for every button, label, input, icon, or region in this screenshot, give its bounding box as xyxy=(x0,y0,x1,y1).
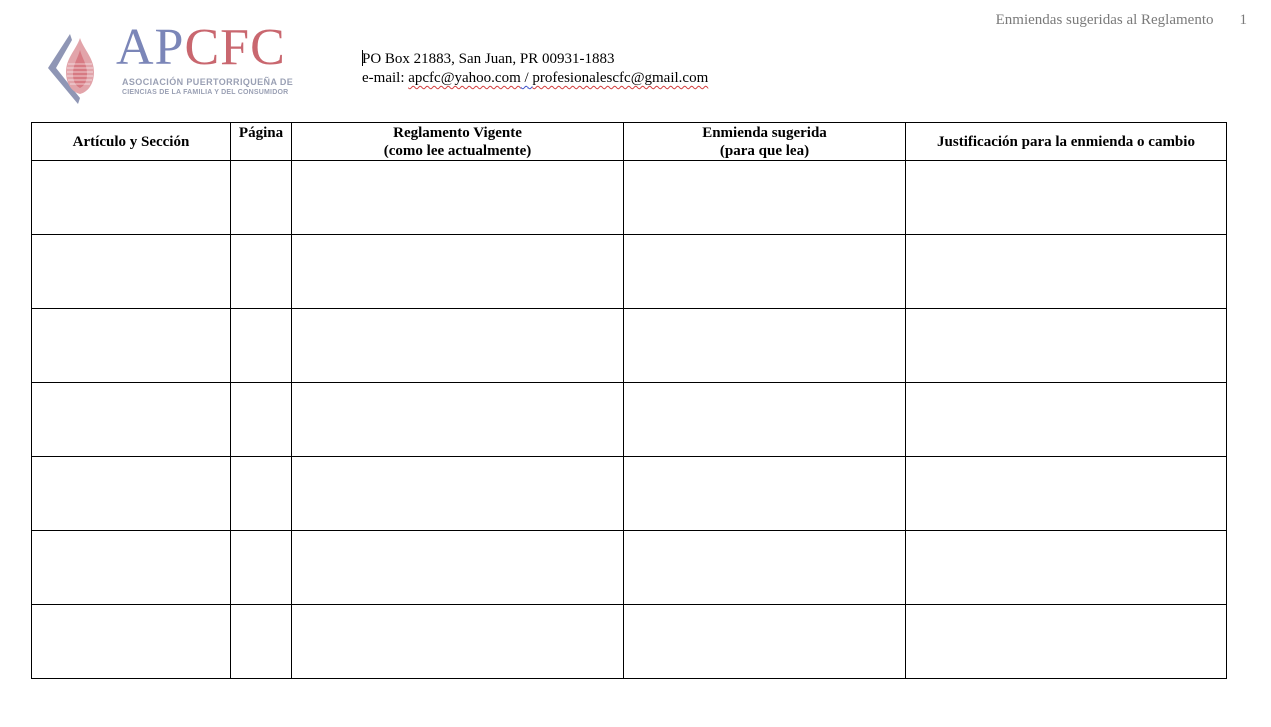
email-line xyxy=(362,69,708,88)
table-row xyxy=(32,235,1227,309)
email-link-gmail[interactable]: profesionalescfc@gmail.com xyxy=(532,70,709,86)
postal-address-text: PO Box 21883, San Juan, PR 00931-1883 xyxy=(362,51,615,67)
logo-tagline-line2: CIENCIAS DE LA FAMILIA Y DEL CONSUMIDOR xyxy=(122,89,289,96)
table-cell-reglamento[interactable] xyxy=(292,457,624,531)
column-header-reglamento-vigente-label: Reglamento Vigente xyxy=(393,125,522,141)
table-cell-articulo[interactable] xyxy=(32,605,231,679)
table-cell-pagina[interactable] xyxy=(231,161,292,235)
table-row xyxy=(32,531,1227,605)
table-cell-pagina[interactable] xyxy=(231,383,292,457)
column-header-enmienda-sugerida-sublabel: (para que lea) xyxy=(719,143,810,159)
table-row xyxy=(32,383,1227,457)
column-header-justificacion xyxy=(906,123,1227,161)
table-cell-enmienda[interactable] xyxy=(624,531,906,605)
column-header-enmienda-sugerida xyxy=(624,123,906,161)
flame-emblem-icon xyxy=(40,28,122,110)
email-separator: / xyxy=(520,70,533,86)
column-header-articulo-label: Artículo y Sección xyxy=(72,133,190,150)
table-cell-justificacion[interactable] xyxy=(906,605,1227,679)
logo-wordmark-cfc: CFC xyxy=(184,19,286,76)
logo-tagline-line1: ASOCIACIÓN PUERTORRIQUEÑA DE xyxy=(122,77,294,87)
email-link-yahoo[interactable]: apcfc@yahoo.com xyxy=(408,70,521,86)
postal-address xyxy=(362,50,708,69)
table-cell-articulo[interactable] xyxy=(32,161,231,235)
page-number: 1 xyxy=(1239,12,1247,28)
table-cell-pagina[interactable] xyxy=(231,309,292,383)
table-row xyxy=(32,161,1227,235)
table-cell-pagina[interactable] xyxy=(231,457,292,531)
amendments-table xyxy=(31,122,1227,679)
column-header-reglamento-vigente xyxy=(292,123,624,161)
table-cell-reglamento[interactable] xyxy=(292,235,624,309)
table-header-row xyxy=(32,123,1227,161)
contact-block xyxy=(362,50,708,88)
table-cell-reglamento[interactable] xyxy=(292,309,624,383)
table-cell-reglamento[interactable] xyxy=(292,605,624,679)
table-cell-pagina[interactable] xyxy=(231,605,292,679)
table-row xyxy=(32,457,1227,531)
table-cell-reglamento[interactable] xyxy=(292,383,624,457)
column-header-enmienda-sugerida-label: Enmienda sugerida xyxy=(702,125,827,141)
column-header-articulo xyxy=(32,123,231,161)
email-prefix: e-mail: xyxy=(362,70,409,86)
table-cell-articulo[interactable] xyxy=(32,457,231,531)
logo-wordmark-ap: AP xyxy=(116,19,185,76)
table-row xyxy=(32,309,1227,383)
logo-wordmark xyxy=(116,19,286,76)
table-cell-enmienda[interactable] xyxy=(624,235,906,309)
table-cell-reglamento[interactable] xyxy=(292,531,624,605)
table-cell-reglamento[interactable] xyxy=(292,161,624,235)
apcfc-logo xyxy=(40,19,336,110)
column-header-pagina-label: Página xyxy=(238,125,284,141)
table-cell-articulo[interactable] xyxy=(32,383,231,457)
table-cell-enmienda[interactable] xyxy=(624,457,906,531)
running-header xyxy=(996,12,1247,29)
table-cell-enmienda[interactable] xyxy=(624,161,906,235)
table-cell-justificacion[interactable] xyxy=(906,161,1227,235)
table-cell-pagina[interactable] xyxy=(231,235,292,309)
table-row xyxy=(32,605,1227,679)
table-cell-justificacion[interactable] xyxy=(906,531,1227,605)
running-header-title: Enmiendas sugeridas al Reglamento xyxy=(995,12,1214,28)
table-cell-articulo[interactable] xyxy=(32,235,231,309)
table-cell-justificacion[interactable] xyxy=(906,235,1227,309)
table-cell-articulo[interactable] xyxy=(32,309,231,383)
table-cell-enmienda[interactable] xyxy=(624,605,906,679)
table-cell-enmienda[interactable] xyxy=(624,383,906,457)
table-cell-pagina[interactable] xyxy=(231,531,292,605)
column-header-justificacion-label: Justificación para la enmienda o cambio xyxy=(937,133,1195,150)
column-header-reglamento-vigente-sublabel: (como lee actualmente) xyxy=(383,143,532,159)
table-cell-articulo[interactable] xyxy=(32,531,231,605)
table-cell-justificacion[interactable] xyxy=(906,309,1227,383)
column-header-pagina xyxy=(231,123,292,161)
table-cell-enmienda[interactable] xyxy=(624,309,906,383)
table-cell-justificacion[interactable] xyxy=(906,383,1227,457)
table-cell-justificacion[interactable] xyxy=(906,457,1227,531)
